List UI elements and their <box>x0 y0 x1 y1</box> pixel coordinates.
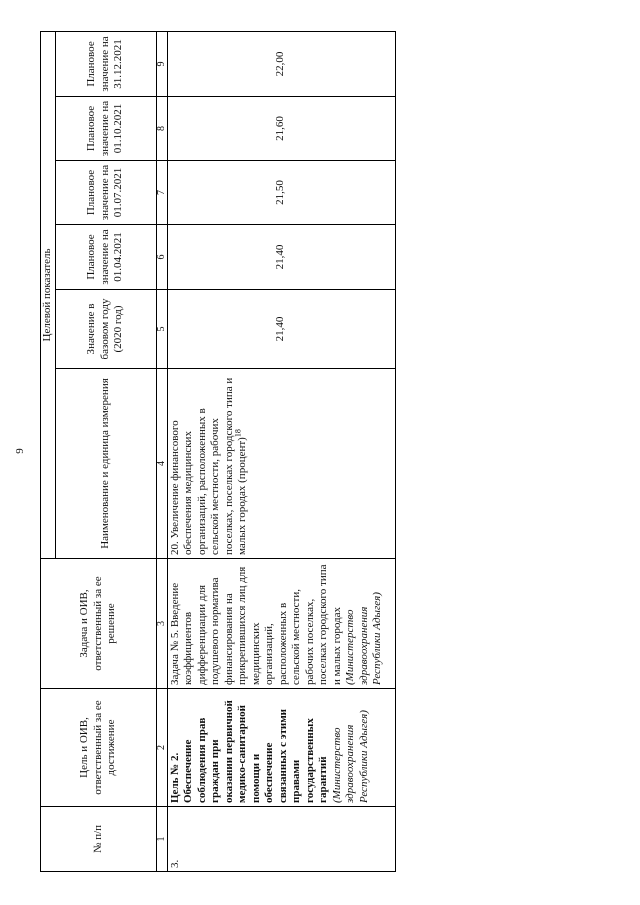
column-number: 7 <box>156 161 167 225</box>
indicator-cell <box>167 369 395 559</box>
goal-org: (Министерство здравоохранения Республики Адыгея) <box>330 710 370 803</box>
column-number: 6 <box>156 225 167 290</box>
header-task: Задача и ОИВ, ответственный за ее решение <box>41 559 157 689</box>
column-number-row <box>156 31 167 871</box>
q3-value: 21,60 <box>167 97 395 161</box>
header-target-group: Целевой показатель <box>41 31 56 558</box>
column-number: 4 <box>156 369 167 559</box>
row-num: 3. <box>167 807 395 872</box>
task-cell <box>167 559 395 689</box>
column-number: 9 <box>156 31 167 96</box>
header-q1: Плановое значение на 01.04.2021 <box>55 225 156 290</box>
column-number: 8 <box>156 97 167 161</box>
task-text: Задача № 5. Введение коэффициентов дифференциации для подушевого норматива финансирования на прикрепившихся лиц для медицинских организаций, расположенных в сельской местности, рабочих поселках, поселках городского типа и малых городах <box>168 564 343 685</box>
column-number: 3 <box>156 559 167 689</box>
column-number: 5 <box>156 290 167 369</box>
target-indicator-table <box>40 31 396 872</box>
header-indicator: Наименование и единица измерения <box>55 369 156 559</box>
indicator-text: 20. Увеличение финансового обеспечения медицинских организаций, расположенных в сельской местности, рабочих поселках, поселках городского типа и малых городах (процент) <box>168 377 248 555</box>
task-org: (Министерство здравоохранения Республики Адыгея) <box>344 592 383 685</box>
q2-value: 21,50 <box>167 161 395 225</box>
q4-value: 22,00 <box>167 31 395 96</box>
goal-cell <box>167 689 395 807</box>
goal-text: Цель № 2. Обеспечение соблюдения прав граждан при оказании первичной медико-санитарной помощи и обеспечение связанных с этими правами государственных гарантий <box>168 700 329 803</box>
page-number: 9 <box>14 448 26 454</box>
q1-value: 21,40 <box>167 225 395 290</box>
header-num: № п/п <box>41 807 157 872</box>
column-number: 1 <box>156 807 167 872</box>
header-q2: Плановое значение на 01.07.2021 <box>55 161 156 225</box>
table-row <box>167 31 395 871</box>
base-value: 21,40 <box>167 290 395 369</box>
header-goal: Цель и ОИВ, ответственный за ее достижение <box>41 689 157 807</box>
footnote-ref: 18 <box>233 429 243 438</box>
header-q4: Плановое значение на 31.12.2021 <box>55 31 156 96</box>
table-container <box>40 32 385 872</box>
column-number: 2 <box>156 689 167 807</box>
header-q3: Плановое значение на 01.10.2021 <box>55 97 156 161</box>
header-base: Значение в базовом году (2020 год) <box>55 290 156 369</box>
header-row-top <box>41 31 56 871</box>
